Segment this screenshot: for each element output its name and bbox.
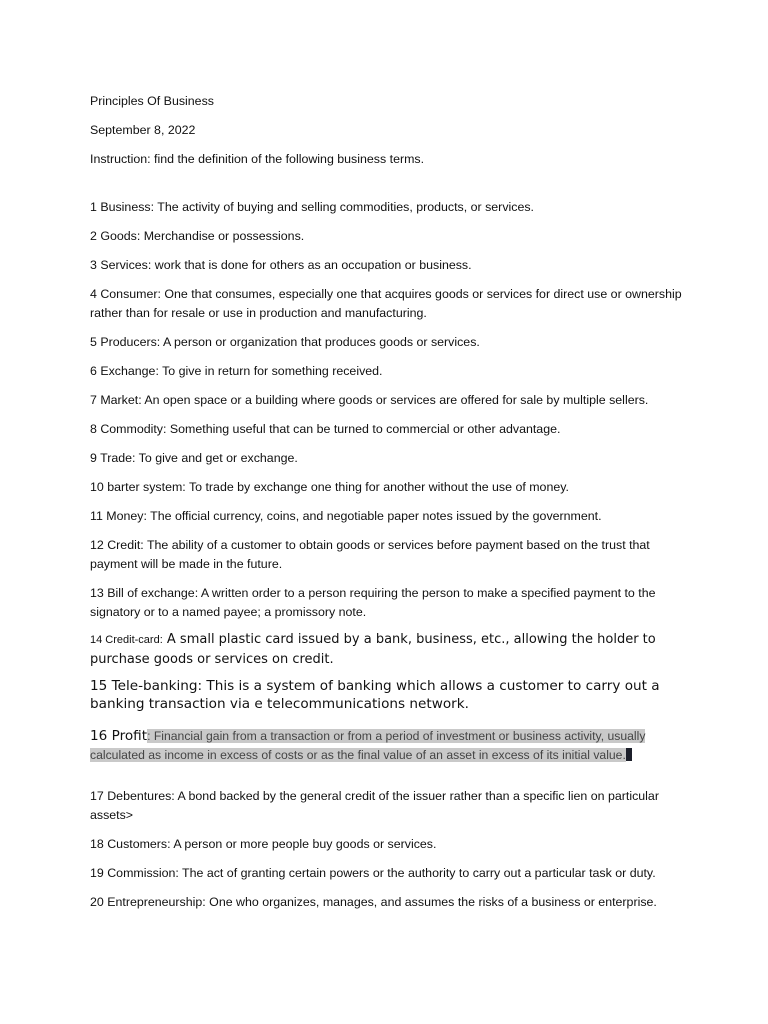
term-label: 17 Debentures: xyxy=(90,789,175,803)
term-definition: A person or more people buy goods or services. xyxy=(170,837,437,851)
term-item-commodity xyxy=(90,420,690,439)
term-item-profit xyxy=(90,727,690,765)
term-label: 7 Market: xyxy=(90,393,142,407)
term-definition: Something useful that can be turned to commercial or other advantage. xyxy=(166,422,561,436)
term-item-tele-banking xyxy=(90,677,690,713)
term-definition: To give and get or exchange. xyxy=(135,451,298,465)
course-title: Principles Of Business xyxy=(90,94,214,108)
term-item-credit-card xyxy=(90,630,690,669)
term-definition: The ability of a customer to obtain goods or services before payment based on the trust that payment will be made in the future. xyxy=(90,538,650,571)
highlighted-definition[interactable]: : Financial gain from a transaction or from a period of investment or business activity, usually calculated as income in excess of costs or as the final value of an asset in excess of its initial value. xyxy=(90,729,646,762)
term-definition: A small plastic card issued by a bank, business, etc., allowing the holder to purchase goods or services on credit. xyxy=(90,632,656,667)
term-definition: work that is done for others as an occupation or business. xyxy=(151,258,472,272)
term-definition: A written order to a person requiring the person to make a specified payment to the signatory or to a named payee; a promissory note. xyxy=(90,586,656,619)
term-item-credit xyxy=(90,536,690,574)
term-label: 19 Commission: xyxy=(90,866,179,880)
term-label: 8 Commodity: xyxy=(90,422,167,436)
term-label: 15 Tele-banking: xyxy=(90,678,203,694)
term-definition: Merchandise or possessions. xyxy=(140,229,305,243)
term-label: 11 Money: xyxy=(90,509,147,523)
term-label: 13 Bill of exchange: xyxy=(90,586,199,600)
term-item-commission xyxy=(90,864,690,883)
term-item-debentures xyxy=(90,787,690,825)
term-item-business xyxy=(90,198,690,217)
term-definition: One that consumes, especially one that acquires goods or services for direct use or ownership rather than for resale or use in production and manufacturing. xyxy=(90,287,682,320)
term-item-exchange xyxy=(90,362,690,381)
instruction-text: Instruction: find the definition of the following business terms. xyxy=(90,152,425,166)
term-definition: One who organizes, manages, and assumes the risks of a business or enterprise. xyxy=(205,895,657,909)
term-item-consumer xyxy=(90,285,690,323)
term-label: 1 Business: xyxy=(90,200,155,214)
term-item-barter-system xyxy=(90,478,690,497)
term-item-customers xyxy=(90,835,690,854)
term-label: 3 Services: xyxy=(90,258,152,272)
term-label: 20 Entrepreneurship: xyxy=(90,895,206,909)
term-label: 10 barter system: xyxy=(90,480,186,494)
term-definition: To trade by exchange one thing for another without the use of money. xyxy=(185,480,569,494)
term-label: 4 Consumer: xyxy=(90,287,161,301)
term-item-entrepreneurship xyxy=(90,893,690,912)
term-item-money xyxy=(90,507,690,526)
term-definition: To give in return for something received. xyxy=(158,364,383,378)
term-item-goods xyxy=(90,227,690,246)
term-label: 14 Credit-card: xyxy=(90,634,163,646)
blank-line xyxy=(90,179,690,198)
term-definition: A person or organization that produces goods or services. xyxy=(160,335,480,349)
term-item-services xyxy=(90,256,690,275)
term-label: 9 Trade: xyxy=(90,451,136,465)
term-label: 18 Customers: xyxy=(90,837,171,851)
term-definition: This is a system of banking which allows a customer to carry out a banking transaction via e telecommunications network. xyxy=(90,678,660,712)
document-page xyxy=(90,92,690,922)
term-item-bill-of-exchange xyxy=(90,584,690,622)
term-definition: The activity of buying and selling commodities, products, or services. xyxy=(154,200,534,214)
term-label: 5 Producers: xyxy=(90,335,161,349)
term-definition: The official currency, coins, and negotiable paper notes issued by the government. xyxy=(146,509,602,523)
term-item-producers xyxy=(90,333,690,352)
term-definition: The act of granting certain powers or the authority to carry out a particular task or duty. xyxy=(178,866,656,880)
term-label: 6 Exchange: xyxy=(90,364,159,378)
term-label: 12 Credit: xyxy=(90,538,144,552)
term-item-market xyxy=(90,391,690,410)
term-item-trade xyxy=(90,449,690,468)
text-cursor-marker xyxy=(626,748,632,761)
term-label: 16 Profit xyxy=(90,728,148,744)
term-label: 2 Goods: xyxy=(90,229,141,243)
term-definition: An open space or a building where goods or services are offered for sale by multiple sellers. xyxy=(141,393,649,407)
term-definition: A bond backed by the general credit of the issuer rather than a specific lien on particular assets> xyxy=(90,789,659,822)
document-date: September 8, 2022 xyxy=(90,123,196,137)
